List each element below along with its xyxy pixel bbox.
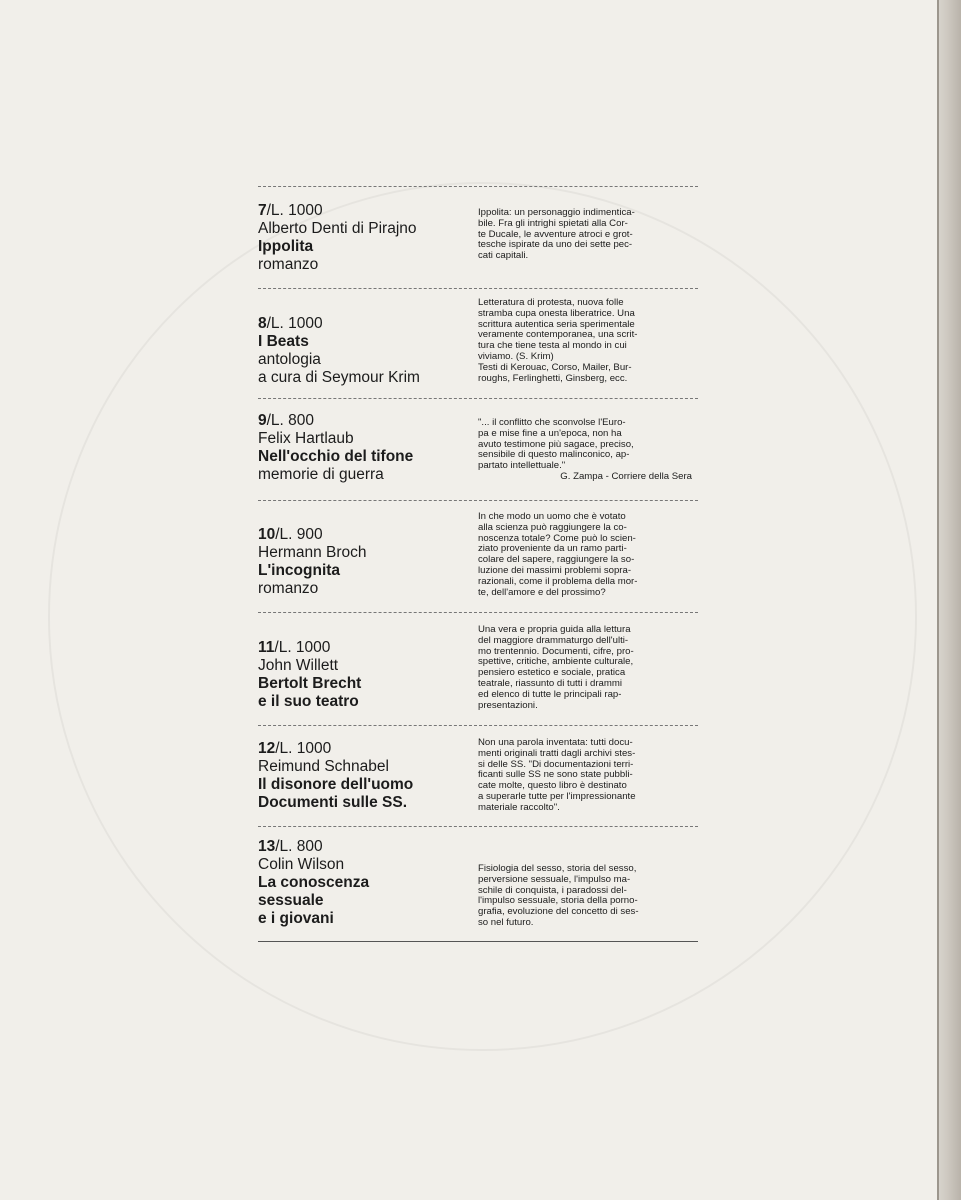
entry-author: Reimund Schnabel — [258, 758, 389, 775]
entry-description: Una vera e propria guida alla lettura del maggiore drammaturgo dell'ulti- mo trentennio. Documenti, cifre, pro- spettive, critiche, ambiente culturale, pensiero estetico e sociale, pratica teatrale, riassunto di tutti i drammi ed elenco di tutte le principali rap- presentazioni. — [478, 624, 634, 711]
page-edge — [937, 0, 961, 1200]
divider — [258, 500, 698, 501]
entry-description: Ippolita: un personaggio indimentica- bile. Fra gli intrighi spietati alla Cor- te Ducale, le avventure atroci e grot- tesche ispirate da uno dei sette pec- cati capitali. — [478, 207, 635, 262]
entry-title: Ippolita — [258, 238, 314, 255]
description-credit: G. Zampa - Corriere della Sera — [560, 470, 692, 482]
divider — [258, 941, 698, 942]
entry-author: John Willett — [258, 657, 339, 674]
entry-price: /L. 1000 — [266, 202, 323, 219]
entry-description: Fisiologia del sesso, storia del sesso, perversione sessuale, l'impulso ma- schile di conquista, i paradossi del- l'impulso sessuale, storia della porno- grafia, evoluzione del concetto di ses- so nel futuro. — [478, 863, 639, 928]
entry-number: 9 — [258, 412, 267, 429]
divider — [258, 186, 698, 187]
description-text: "... il conflitto che sconvolse l'Euro- pa e mise fine a un'epoca, non ha avuto testimone più sagace, preciso, sensibile di questo malinconico, ap- partato intellettuale." — [478, 417, 634, 472]
entry-price: /L. 1000 — [266, 315, 323, 332]
entry-title: Il disonore dell'uomo Documenti sulle SS. — [258, 776, 414, 811]
entry-title: La conoscenza sessuale e i giovani — [258, 874, 370, 927]
entry-description: In che modo un uomo che è votato alla scienza può raggiungere la co- noscenza totale? Come può lo scien- ziato proveniente da un ramo parti- colare del sapere, raggiungere la so- luzione dei massimi problemi sopra- razionali, come il problema della mor- te, dell'amore e del prossimo? — [478, 511, 638, 598]
divider — [258, 725, 698, 726]
divider — [258, 826, 698, 827]
entry-price: /L. 1000 — [275, 740, 332, 757]
entry-info — [258, 526, 468, 598]
entry-info — [258, 838, 468, 928]
entry-number: 7 — [258, 202, 267, 219]
entry-price: /L. 800 — [266, 412, 315, 429]
entry-price: /L. 900 — [275, 526, 323, 543]
entry-description: Non una parola inventata: tutti docu- menti originali tratti dagli archivi stes- si delle SS. "Di documentazioni terri- ficanti sulle SS ne sono state pubbli- cate molte, questo libro è destinato a superarle tutte per l'impressionante materiale raccolto". — [478, 737, 636, 813]
entry-author: Felix Hartlaub — [258, 430, 354, 447]
entry-subtitle: romanzo — [258, 256, 319, 273]
entry-description: Letteratura di protesta, nuova folle stramba cupa onesta liberatrice. Una scrittura autentica seria sperimentale veramente contemporanea, una scrit- tura che tiene testa al mondo in cui viviamo. (S. Krim) Testi di Kerouac, Corso, Mailer, Bur- roughs, Ferlinghetti, Ginsberg, ecc. — [478, 297, 638, 384]
entry-number: 13 — [258, 838, 276, 855]
entry-author: Hermann Broch — [258, 544, 367, 561]
entry-info — [258, 740, 468, 812]
entry-number: 8 — [258, 315, 267, 332]
entry-description — [478, 418, 700, 483]
entry-info — [258, 412, 468, 484]
entry-subtitle: antologia a cura di Seymour Krim — [258, 351, 420, 386]
entry-info — [258, 639, 468, 711]
divider — [258, 288, 698, 289]
entry-price: /L. 1000 — [274, 639, 331, 656]
entry-info — [258, 315, 468, 387]
entry-subtitle: romanzo — [258, 580, 319, 597]
divider — [258, 612, 698, 613]
entry-title: I Beats — [258, 333, 309, 350]
entry-title: Bertolt Brecht e il suo teatro — [258, 675, 362, 710]
entry-info — [258, 202, 468, 274]
entry-title: L'incognita — [258, 562, 341, 579]
entry-author: Alberto Denti di Pirajno — [258, 220, 417, 237]
entry-number: 11 — [258, 639, 275, 656]
entry-title: Nell'occhio del tifone — [258, 448, 414, 465]
entry-author: Colin Wilson — [258, 856, 345, 873]
entry-number: 12 — [258, 740, 276, 757]
entry-number: 10 — [258, 526, 276, 543]
entry-subtitle: memorie di guerra — [258, 466, 384, 483]
divider — [258, 398, 698, 399]
entry-price: /L. 800 — [275, 838, 323, 855]
